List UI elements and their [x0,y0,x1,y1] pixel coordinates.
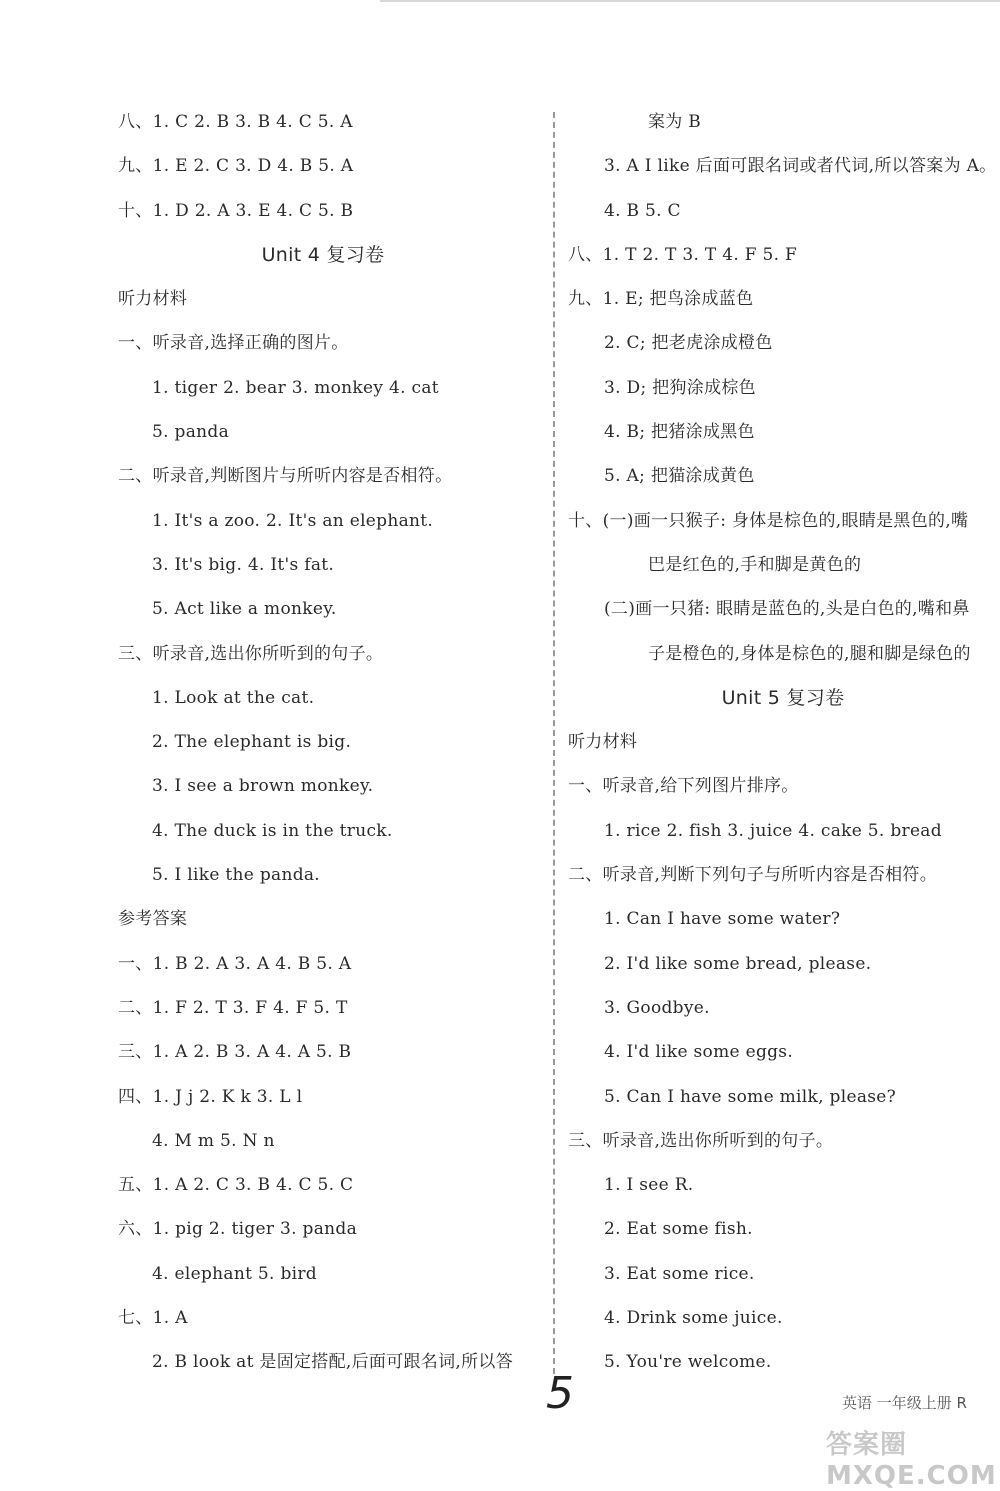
text-line: 九、1. E; 把鸟涂成蓝色 [568,289,754,310]
text-line: 4. M m 5. N n [152,1130,275,1151]
watermark: 答案圈 MXQE.COM [826,1430,997,1491]
text-line: 1. rice 2. fish 3. juice 4. cake 5. bread [604,820,942,841]
text-line: 5. A; 把猫涂成黄色 [604,466,755,487]
text-line: 一、听录音,给下列图片排序。 [568,776,799,797]
text-line: 4. I'd like some eggs. [604,1042,794,1063]
text-line: 十、1. D 2. A 3. E 4. C 5. B [118,200,354,221]
text-line: 1. Look at the cat. [152,687,315,708]
text-line: 六、1. pig 2. tiger 3. panda [118,1219,358,1240]
text-line: 案为 B [648,112,702,132]
section-heading: Unit 5 复习卷 [721,686,845,709]
text-line: 九、1. E 2. C 3. D 4. B 5. A [118,156,354,177]
text-line: 5. Can I have some milk, please? [604,1086,897,1107]
section-heading: Unit 4 复习卷 [261,243,385,266]
text-line: 4. B; 把猪涂成黑色 [604,422,755,443]
text-line: 二、听录音,判断下列句子与所听内容是否相符。 [568,865,938,886]
text-line: 三、听录音,选出你所听到的句子。 [568,1130,834,1151]
text-line: 3. I see a brown monkey. [152,776,374,797]
text-line: 1. I see R. [604,1175,694,1196]
text-line: 五、1. A 2. C 3. B 4. C 5. C [118,1175,354,1196]
text-line: 一、听录音,选择正确的图片。 [118,333,349,354]
text-line: 5. I like the panda. [152,865,321,886]
text-line: 3. Goodbye. [604,997,710,1018]
text-line: 2. The elephant is big. [152,732,352,753]
text-line: 一、1. B 2. A 3. A 4. B 5. A [118,953,352,974]
text-line: 5. Act like a monkey. [152,599,337,620]
text-line: 5. panda [152,422,230,443]
text-line: 三、1. A 2. B 3. A 4. A 5. B [118,1042,352,1063]
text-line: 二、1. F 2. T 3. F 4. F 5. T [118,997,348,1018]
text-line: 十、(一)画一只猴子: 身体是棕色的,眼睛是黑色的,嘴 [568,510,969,531]
top-rule [380,0,1000,2]
text-line: 2. Eat some fish. [604,1219,753,1240]
text-line: 二、听录音,判断图片与所听内容是否相符。 [118,466,453,487]
column-divider [553,112,555,1374]
text-line: 四、1. J j 2. K k 3. L l [118,1086,303,1107]
text-line: 4. Drink some juice. [604,1308,783,1329]
text-line: 1. Can I have some water? [604,909,841,930]
text-line: 八、1. C 2. B 3. B 4. C 5. A [118,112,353,132]
text-line: 3. A I like 后面可跟名词或者代词,所以答案为 A。 [604,156,997,177]
text-line: 2. C; 把老虎涂成橙色 [604,333,773,354]
text-line: 5. You're welcome. [604,1352,772,1373]
text-line: 三、听录音,选出你所听到的句子。 [118,643,384,664]
right-column [568,100,998,1385]
text-line: 4. B 5. C [604,200,681,221]
text-line: 3. It's big. 4. It's fat. [152,554,335,575]
text-line: 1. tiger 2. bear 3. monkey 4. cat [152,377,439,398]
page-number: 5 [546,1368,574,1419]
text-line: 听力材料 [118,289,188,310]
left-column [118,100,538,1385]
text-line: 4. The duck is in the truck. [152,820,393,841]
text-line: 参考答案 [118,909,188,930]
footer-text: 英语 一年级上册 R [842,1394,967,1412]
text-line: 子是橙色的,身体是棕色的,腿和脚是绿色的 [648,643,971,664]
text-line: 1. It's a zoo. 2. It's an elephant. [152,510,434,531]
text-line: (二)画一只猪: 眼睛是蓝色的,头是白色的,嘴和鼻 [604,599,970,620]
text-line: 2. B look at 是固定搭配,后面可跟名词,所以答 [152,1352,514,1373]
text-line: 2. I'd like some bread, please. [604,953,872,974]
text-line: 八、1. T 2. T 3. T 4. F 5. F [568,244,798,265]
text-line: 巴是红色的,手和脚是黄色的 [648,554,862,575]
text-line: 4. elephant 5. bird [152,1263,317,1284]
text-line: 3. D; 把狗涂成棕色 [604,377,756,398]
text-line: 七、1. A [118,1308,188,1329]
text-line: 听力材料 [568,732,638,753]
text-line: 3. Eat some rice. [604,1263,755,1284]
